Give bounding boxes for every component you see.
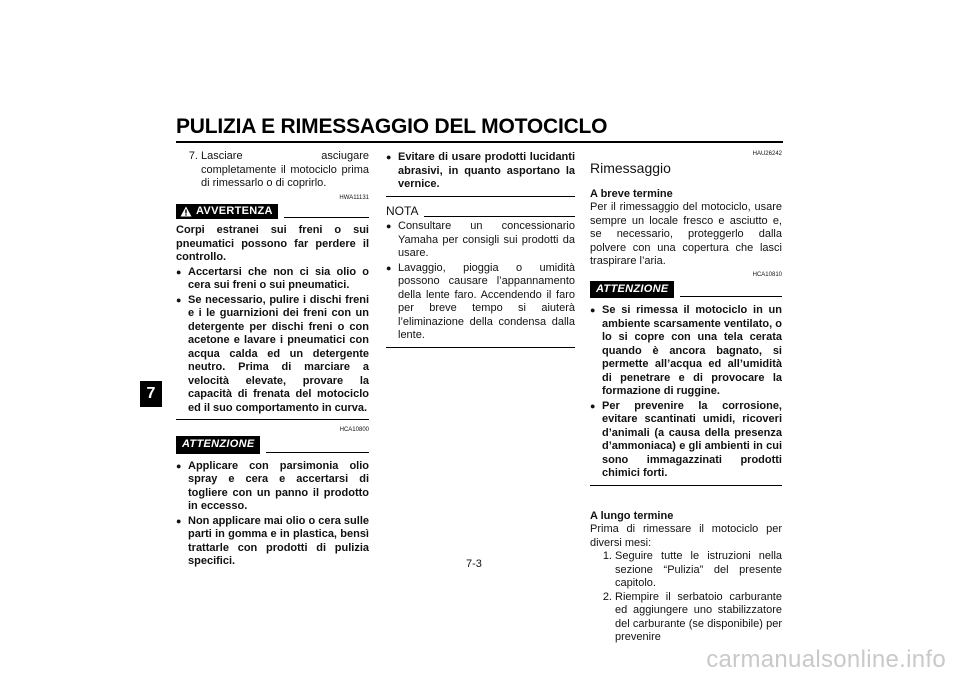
bullet-dot-icon: ● [176, 266, 182, 277]
bullet-dot-icon: ● [176, 515, 182, 526]
caution-list [176, 460, 369, 569]
caution-rule [266, 452, 369, 453]
list-item: ● Evitare di usare prodotti lucidanti abrasivi, in quanto asportano la vernice. [386, 151, 575, 190]
watermark: carmanualsonline.info [706, 646, 946, 673]
caution-end-rule [590, 485, 782, 486]
warning-code: HWA11131 [339, 194, 369, 201]
column-2 [386, 150, 575, 348]
bullet-dot-icon: ● [386, 221, 392, 231]
list-item: ● Per prevenire la corrosione, evitare scantinati umidi, ricoveri d’animali (a causa della presenza d’ammoniaca) e gli ambienti in cui sono immagazzinati prodotti chimici forti. [590, 399, 782, 479]
caution-rule [680, 296, 782, 297]
long-term-heading: A lungo termine [590, 509, 674, 522]
caution-header [176, 436, 369, 454]
caution-list-continued [386, 151, 575, 192]
bullet-dot-icon: ● [590, 400, 596, 411]
list-item: ● Consultare un concessionario Yamaha per consigli sui prodotti da usare. [386, 220, 575, 259]
page-number: 7-3 [466, 558, 482, 570]
caution-label: ATTENZIONE [590, 281, 674, 299]
bullet-dot-icon: ● [386, 262, 392, 273]
caution-code: HCA10810 [752, 271, 782, 278]
step-text: Seguire tutte le istruzioni nella sezione “Pulizia” del presente capitolo. [615, 550, 782, 589]
caution-end-rule [386, 196, 575, 197]
warning-end-rule [176, 419, 369, 420]
warning-label: AVVERTENZA [196, 204, 273, 217]
chapter-tab: 7 [140, 381, 162, 407]
warning-label-box [176, 204, 278, 220]
caution-code: HCA10800 [339, 427, 369, 433]
list-item: ● Accertarsi che non ci sia olio o cera sui freni o sui pneumatici. [176, 265, 369, 291]
list-item: ● Non applicare mai olio o cera sulle parti in gomma e in plastica, bensì trattarle con prodotti di pulizia specifici. [176, 514, 369, 567]
short-term-text: Per il rimessaggio del motociclo, usare sempre un locale fresco e asciutto e, se necessario, proteggerlo dalla polvere con una copertura che lasci traspirare l’aria. [590, 201, 782, 267]
warning-list [176, 266, 369, 416]
note-label: NOTA [386, 203, 419, 218]
step-text: Riempire il serbatoio carburante ed aggiungere uno stabilizzatore del carburante (se disponibile) per prevenire [615, 590, 782, 643]
bullet-dot-icon: ● [176, 460, 182, 471]
list-item: ● Se necessario, pulire i dischi freni e i le guarnizioni dei freni con un detergente per dischi freni o con acetone e lavare i pneumatici con acqua calda ed un detergente neutro. Prima di marciare a velocità elevate, provare la capacità di frenata del motociclo ed il suo comportamento in curva. [176, 293, 369, 414]
note-list [386, 220, 575, 343]
caution-list [590, 304, 782, 481]
bullet-dot-icon: ● [590, 305, 596, 315]
step-number: 7. [188, 150, 198, 162]
note-end-rule [386, 347, 575, 348]
caution-label: ATTENZIONE [176, 436, 260, 454]
note-rule [424, 216, 575, 217]
long-term-step-1 [590, 550, 782, 591]
long-term-step-2 [590, 591, 782, 645]
column-3 [590, 150, 782, 645]
warning-header [176, 204, 369, 220]
step-text: Lasciare asciugare completamente il motociclo prima di rimessarlo o di coprirlo. [201, 150, 369, 189]
bullet-dot-icon: ● [386, 152, 392, 162]
warning-triangle-icon [180, 206, 192, 217]
step-7 [176, 150, 369, 191]
warning-intro: Corpi estranei sui freni o sui pneumatici possono far perdere il controllo. [176, 224, 369, 263]
long-term-text: Prima di rimessare il motociclo per diversi mesi: [590, 523, 782, 549]
column-1 [176, 150, 369, 569]
bullet-dot-icon: ● [176, 294, 182, 305]
step-number: 1. [602, 550, 612, 562]
list-item: ● Se si rimessa il motociclo in un ambiente scarsamente ventilato, o lo si copre con una tela cerata quando è ancora bagnato, si permette all’acqua ed all’umidità di penetrare e di provocare la formazione di ruggine. [590, 304, 782, 397]
list-item: ● Lavaggio, pioggia o umidità possono causare l’appannamento della lente faro. Accendendo il faro per breve tempo si aiuterà l’eliminazione della condensa dalla lente. [386, 261, 575, 341]
title-rule [176, 141, 783, 143]
section-code: HAU26242 [752, 151, 782, 157]
step-number: 2. [602, 590, 612, 603]
page-title: PULIZIA E RIMESSAGGIO DEL MOTOCICLO [176, 115, 608, 138]
short-term-heading: A breve termine [590, 187, 673, 200]
list-item: ● Applicare con parsimonia olio spray e cera e accertarsi di togliere con un panno il prodotto in eccesso. [176, 459, 369, 512]
section-title: Rimessaggio [590, 160, 671, 176]
note-header [386, 205, 575, 219]
caution-header [590, 281, 782, 299]
warning-rule [284, 217, 369, 218]
